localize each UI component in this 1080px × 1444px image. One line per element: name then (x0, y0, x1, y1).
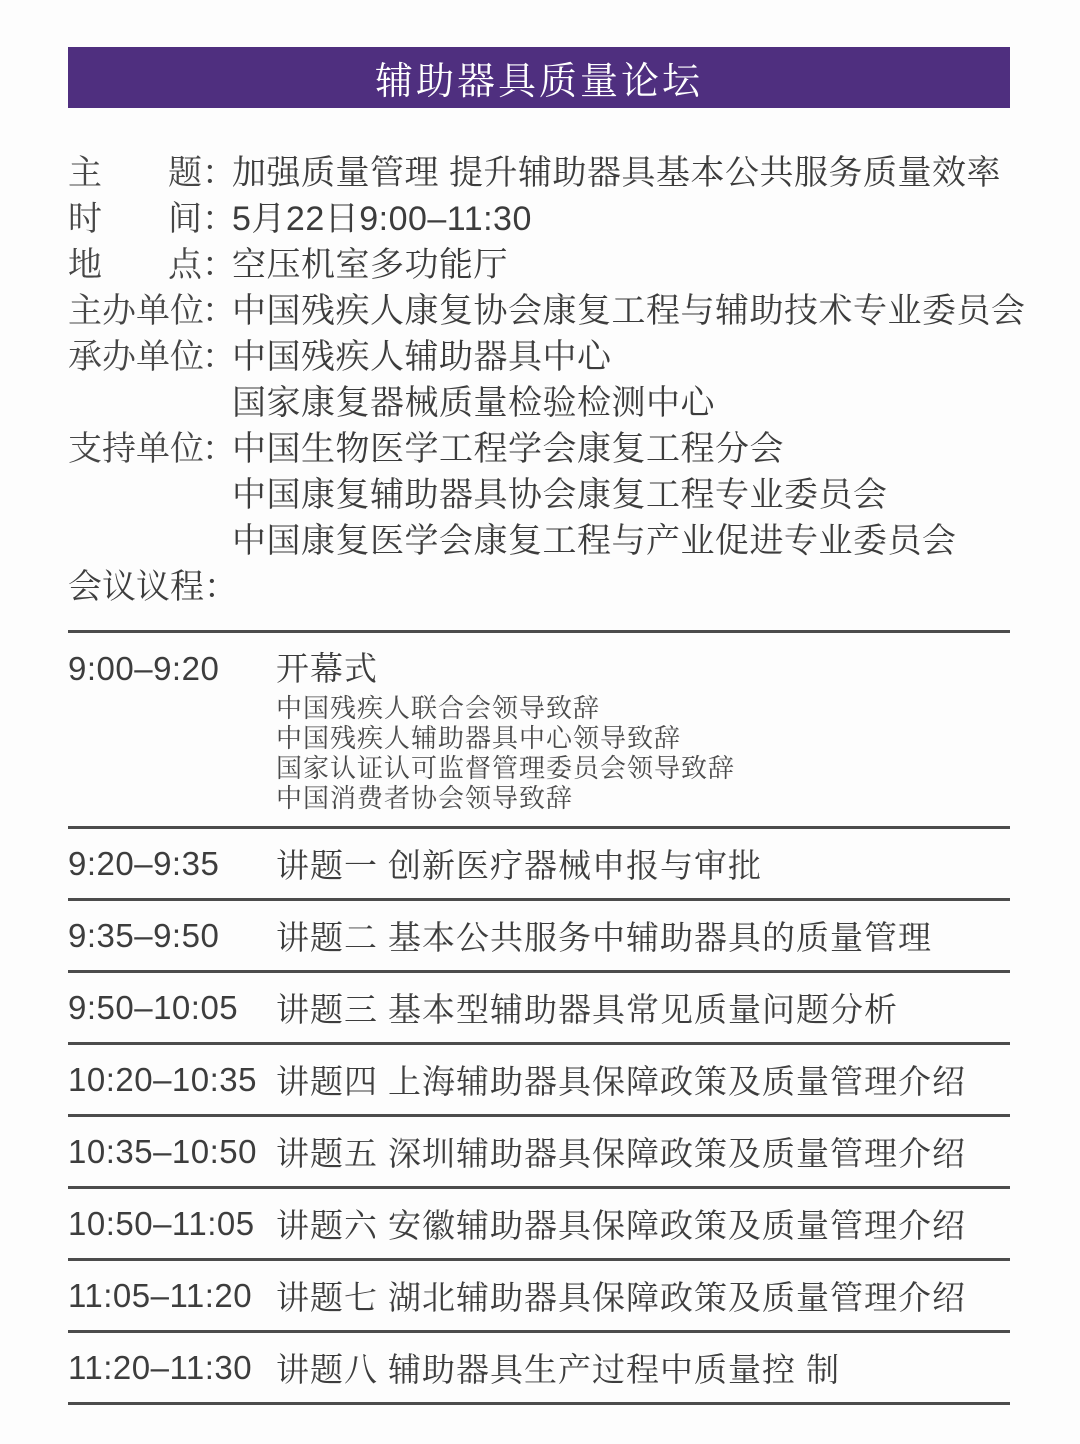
agenda-time: 11:05–11:20 (68, 1276, 253, 1314)
agenda-session: 讲题五 (276, 1135, 378, 1172)
info-colon: ： (202, 154, 236, 192)
title-banner (68, 47, 1010, 108)
info-row-supporter-3 (68, 518, 1010, 564)
info-colon: ： (202, 200, 236, 238)
agenda-table (68, 630, 1010, 1405)
opening-main-line (68, 649, 1010, 689)
agenda-topic: 创新医疗器械申报与审批 (388, 847, 762, 884)
info-row-supporter (68, 426, 1010, 472)
agenda-topic: 湖北辅助器具保障政策及质量管理介绍 (388, 1279, 966, 1316)
poster-content (68, 0, 1026, 1405)
info-label (68, 472, 202, 518)
agenda-session: 讲题一 (276, 847, 378, 884)
info-row-topic (68, 150, 1010, 196)
info-label: 时间 (68, 200, 202, 238)
info-colon (202, 472, 232, 518)
agenda-session: 讲题六 (276, 1207, 378, 1244)
agenda-time: 11:20–11:30 (68, 1348, 253, 1386)
opening-remark: 中国残疾人联合会领导致辞 (276, 693, 601, 723)
opening-remarks (276, 693, 1010, 813)
info-value: 国家康复器械质量检验检测中心 (232, 384, 715, 422)
agenda-time: 9:00–9:20 (68, 650, 220, 687)
agenda-session: 开幕式 (276, 650, 378, 687)
agenda-row-opening (68, 630, 1010, 826)
agenda-row (68, 1258, 1010, 1330)
info-row-host (68, 288, 1026, 334)
info-colon: ： (202, 246, 236, 284)
info-value: 中国康复医学会康复工程与产业促进专业委员会 (232, 522, 957, 560)
agenda-time: 9:50–10:05 (68, 988, 239, 1026)
agenda-row (68, 1114, 1010, 1186)
info-row-location (68, 242, 1010, 288)
agenda-session: 讲题四 (276, 1063, 378, 1100)
info-colon: ： (202, 338, 236, 376)
info-label: 主题 (68, 154, 202, 192)
agenda-row (68, 898, 1010, 970)
agenda-topic: 安徽辅助器具保障政策及质量管理介绍 (388, 1207, 966, 1244)
agenda-session: 讲题七 (276, 1279, 378, 1316)
info-colon (202, 380, 232, 426)
agenda-heading: 会议议程： (68, 568, 238, 606)
info-value: 空压机室多功能厅 (232, 246, 508, 284)
info-value: 中国残疾人辅助器具中心 (232, 338, 612, 376)
info-value: 中国康复辅助器具协会康复工程专业委员会 (232, 476, 888, 514)
agenda-session: 讲题三 (276, 991, 378, 1028)
info-value: 中国生物医学工程学会康复工程分会 (232, 430, 784, 468)
agenda-time: 9:35–9:50 (68, 916, 220, 954)
meeting-info (68, 150, 1026, 610)
opening-remark: 中国残疾人辅助器具中心领导致辞 (276, 723, 682, 753)
agenda-row (68, 970, 1010, 1042)
info-row-supporter-2 (68, 472, 1010, 518)
agenda-topic: 基本型辅助器具常见质量问题分析 (388, 991, 898, 1028)
info-row-organizer-2 (68, 380, 1010, 426)
opening-remark: 国家认证认可监督管理委员会领导致辞 (276, 753, 736, 783)
opening-remark: 中国消费者协会领导致辞 (276, 783, 574, 813)
info-label: 承办单位 (68, 338, 204, 376)
info-label (68, 380, 202, 426)
agenda-time: 9:20–9:35 (68, 844, 220, 882)
info-label: 主办单位 (68, 292, 204, 330)
agenda-time: 10:50–11:05 (68, 1204, 255, 1242)
agenda-row (68, 1042, 1010, 1114)
info-colon (202, 518, 232, 564)
info-row-organizer (68, 334, 1010, 380)
info-colon: ： (202, 292, 236, 330)
agenda-row (68, 1330, 1010, 1402)
agenda-topic: 基本公共服务中辅助器具的质量管理 (388, 919, 932, 956)
agenda-topic: 深圳辅助器具保障政策及质量管理介绍 (388, 1135, 966, 1172)
info-label: 支持单位 (68, 430, 204, 468)
agenda-row (68, 826, 1010, 898)
agenda-session: 讲题二 (276, 919, 378, 956)
agenda-row (68, 1186, 1010, 1258)
agenda-topic: 上海辅助器具保障政策及质量管理介绍 (388, 1063, 966, 1100)
agenda-time: 10:35–10:50 (68, 1132, 258, 1170)
agenda-topic: 辅助器具生产过程中质量控 制 (388, 1351, 841, 1388)
info-colon: ： (202, 430, 236, 468)
info-label: 地点 (68, 246, 202, 284)
info-label (68, 518, 202, 564)
info-value: 中国残疾人康复协会康复工程与辅助技术专业委员会 (232, 292, 1026, 330)
info-row-time (68, 196, 1010, 242)
agenda-time: 10:20–10:35 (68, 1060, 258, 1098)
agenda-session: 讲题八 (276, 1351, 378, 1388)
info-value: 5月22日9:00–11:30 (232, 200, 532, 238)
forum-title: 辅助器具质量论坛 (374, 61, 703, 103)
info-value: 加强质量管理 提升辅助器具基本公共服务质量效率 (232, 154, 1001, 192)
